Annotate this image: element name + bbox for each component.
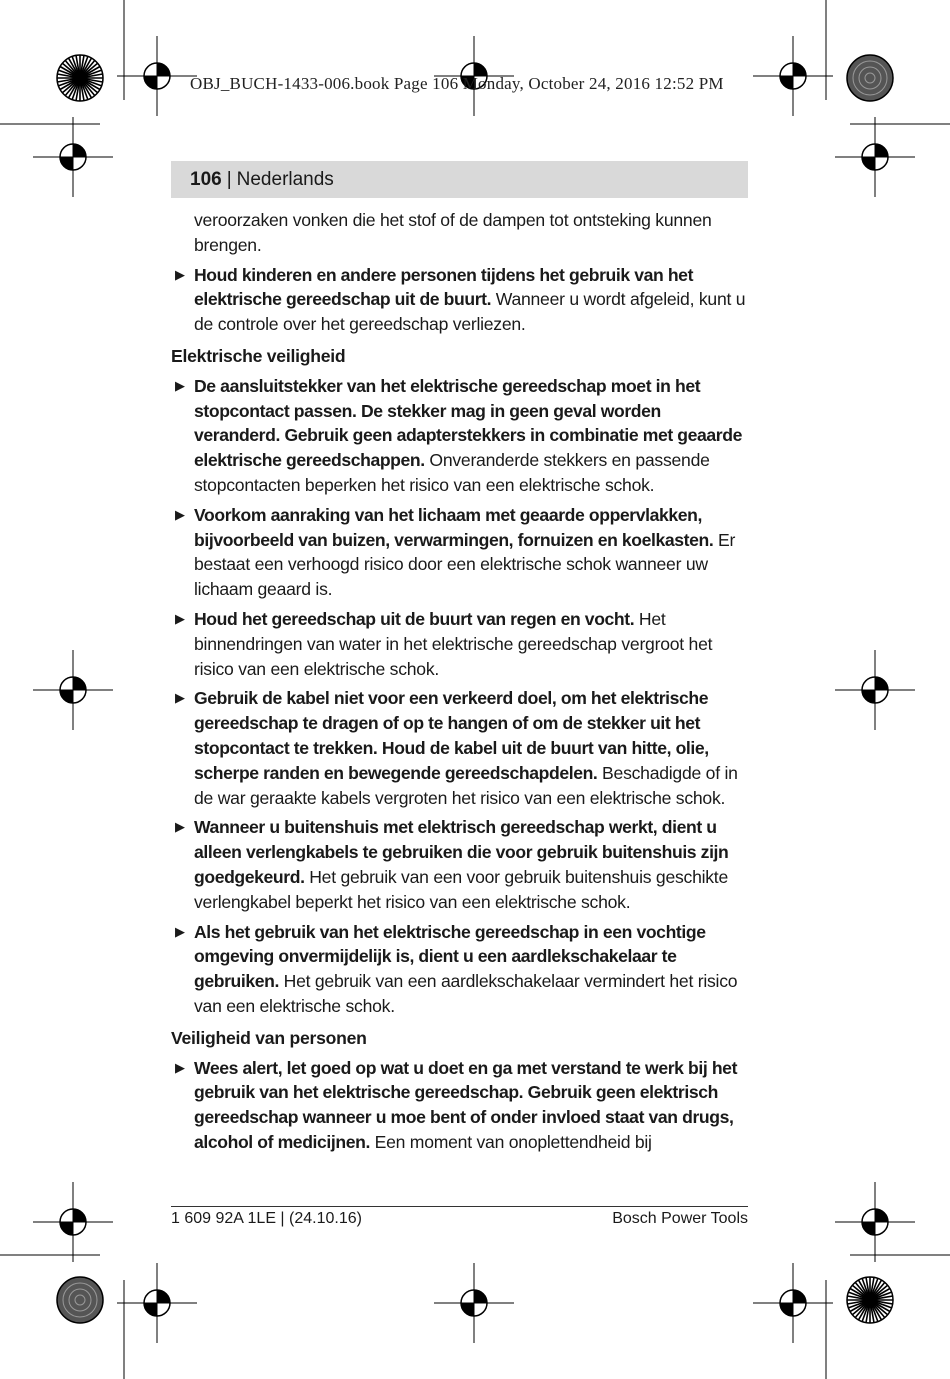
list-item bbox=[171, 1056, 748, 1155]
item-text: Beschadigde of in de war geraakte kabels vergroten het risico van een elektrische schok. bbox=[194, 762, 738, 808]
item-text: Onveranderde stekkers en passende stopcontacten beperken het risico van een elektrische schok. bbox=[194, 450, 710, 495]
crosshair-mark bbox=[434, 1263, 514, 1343]
item-text: Er bestaat een verhoogd risico door een elektrische schok wanneer uw lichaam geaard is. bbox=[194, 529, 736, 600]
crosshair-mark bbox=[117, 36, 197, 116]
list-item bbox=[171, 503, 748, 602]
item-text: Wanneer u wordt afgeleid, kunt u de controle over het gereedschap verliezen. bbox=[194, 289, 746, 335]
crosshair-mark bbox=[117, 1263, 197, 1343]
list-item bbox=[171, 374, 748, 498]
item-bold-text: Als het gebruik van het elektrische gereedschap in een vochtige omgeving onvermijdelijk is, dient u een aardlekschakelaar te gebruiken. bbox=[194, 921, 706, 992]
bullet-triangle-icon: ▶ bbox=[175, 923, 185, 939]
footer-document-code: 1 609 92A 1LE | (24.10.16) bbox=[171, 1210, 362, 1227]
page-content bbox=[171, 208, 748, 1155]
dotted-circle-mark-top-right bbox=[847, 55, 893, 101]
crosshair-mark bbox=[33, 1182, 113, 1262]
crosshair-mark bbox=[835, 117, 915, 197]
crosshair-mark bbox=[33, 117, 113, 197]
bullet-triangle-icon: ▶ bbox=[175, 377, 185, 393]
starburst-mark-bottom-right bbox=[847, 1277, 893, 1323]
section-heading: Veiligheid van personen bbox=[171, 1027, 367, 1048]
print-slug-line: OBJ_BUCH-1433-006.book Page 106 Monday, October 24, 2016 12:52 PM bbox=[190, 74, 724, 93]
list-item bbox=[171, 815, 748, 914]
crosshair-mark bbox=[33, 650, 113, 730]
item-bold-text: Wees alert, let goed op wat u doet en ga met verstand te werk bij het gebruik van het elektrische gereedschap. Gebruik geen elektrisch gereedschap wanneer u moe bent of onder invloed staat van drugs, alcohol of medicijnen. bbox=[194, 1057, 738, 1152]
item-bold-text: Houd kinderen en andere personen tijdens het gebruik van het elektrische gereedschap uit de buurt. bbox=[194, 264, 694, 310]
footer-brand: Bosch Power Tools bbox=[612, 1210, 748, 1227]
list-item bbox=[171, 263, 748, 337]
item-text: Het gebruik van een aardlekschakelaar vermindert het risico van een elektrische schok. bbox=[194, 971, 738, 1016]
bullet-triangle-icon: ▶ bbox=[175, 610, 185, 626]
starburst-mark-top-left bbox=[57, 55, 103, 101]
item-text: Het gebruik van een voor gebruik buitenshuis geschikte verlengkabel beperkt het risico van een elektrische schok. bbox=[194, 866, 728, 912]
bullet-triangle-icon: ▶ bbox=[175, 506, 185, 522]
item-text: Het binnendringen van water in het elektrische gereedschap vergroot het risico van een elektrische schok. bbox=[194, 608, 713, 679]
bullet-triangle-icon: ▶ bbox=[175, 819, 185, 835]
list-item bbox=[171, 686, 748, 810]
item-bold-text: Houd het gereedschap uit de buurt van regen en vocht. bbox=[194, 608, 635, 629]
footer-rule bbox=[171, 1206, 748, 1207]
item-text: Een moment van onoplettendheid bij bbox=[369, 1131, 652, 1152]
section-heading: Elektrische veiligheid bbox=[171, 345, 346, 366]
bullet-triangle-icon: ▶ bbox=[175, 1059, 185, 1075]
page-number: 106 bbox=[190, 168, 222, 190]
page-header bbox=[171, 161, 748, 198]
item-bold-text: Gebruik de kabel niet voor een verkeerd doel, om het elektrische gereedschap te dragen of op te hangen of om de stekker uit het stopcontact te trekken. Houd de kabel uit de buurt van hitte, olie, scherpe randen en bewegende gereedschapdelen. bbox=[194, 688, 709, 783]
intro-continuation: veroorzaken vonken die het stof of de dampen tot ontsteking kunnen brengen. bbox=[194, 210, 712, 255]
crosshair-mark bbox=[835, 1182, 915, 1262]
header-language: Nederlands bbox=[236, 168, 334, 190]
list-item bbox=[171, 920, 748, 1019]
bullet-triangle-icon: ▶ bbox=[175, 266, 185, 282]
item-bold-text: De aansluitstekker van het elektrische gereedschap moet in het stopcontact passen. De stekker mag in geen geval worden veranderd. Gebruik geen adapterstekkers in combinatie met geaarde elektrische gereedschappen. bbox=[194, 375, 742, 471]
list-item bbox=[171, 607, 748, 681]
item-bold-text: Wanneer u buitenshuis met elektrisch gereedschap werkt, dient u alleen verlengkabels te gebruiken die voor gebruik buitenshuis zijn goedgekeurd. bbox=[194, 817, 729, 887]
dotted-circle-mark-bottom-left bbox=[57, 1277, 103, 1323]
header-separator: | bbox=[226, 168, 232, 190]
crosshair-mark bbox=[835, 650, 915, 730]
item-bold-text: Voorkom aanraking van het lichaam met geaarde oppervlakken, bijvoorbeeld van buizen, verwarmingen, fornuizen en koelkasten. bbox=[194, 504, 714, 550]
bullet-triangle-icon: ▶ bbox=[175, 690, 185, 706]
crosshair-mark bbox=[753, 1263, 833, 1343]
